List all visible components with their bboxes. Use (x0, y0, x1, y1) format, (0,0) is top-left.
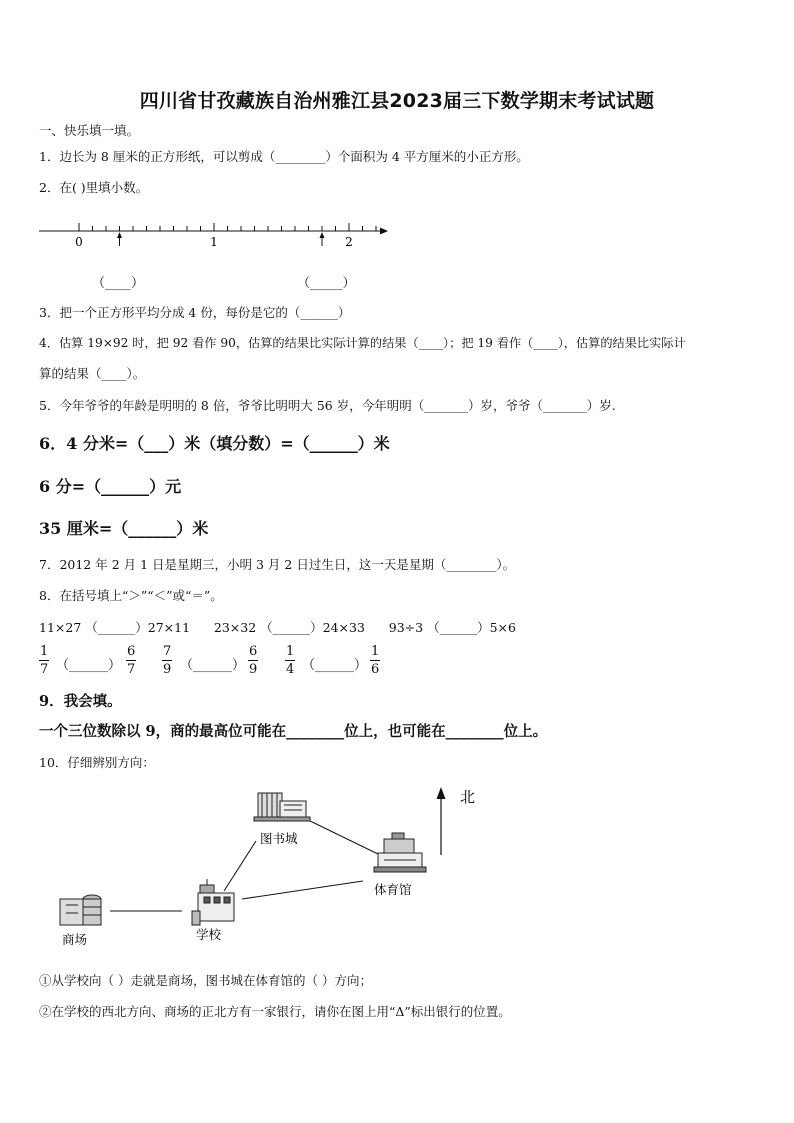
north-arrow-icon (437, 787, 446, 855)
tick-label-1: 1 (210, 235, 218, 249)
fraction (126, 644, 136, 679)
question-7: 7．2012 年 2 月 1 日是星期三，小明 3 月 2 日过生日，这一天是星期（________）。 (39, 557, 516, 572)
north-label: 北 (460, 788, 476, 806)
library-label: 图书城 (260, 831, 298, 846)
tick-label-2: 2 (345, 235, 353, 249)
question-10-sub-1: ①从学校向（ ）走就是商场，图书城在体育馆的（ ）方向； (39, 973, 372, 988)
answer-blank-b[interactable]: （_____） (297, 276, 356, 291)
denominator: 4 (286, 662, 295, 677)
library-building-icon (254, 793, 310, 821)
fraction (285, 644, 295, 679)
answer-blank-a[interactable]: （____） (92, 276, 145, 291)
numerator: 6 (249, 644, 258, 659)
question-5: 5．今年爷爷的年龄是明明的 8 倍，爷爷比明明大 56 岁，今年明明（_______）岁，爷爷（_______）岁. (39, 398, 616, 413)
number-line (39, 223, 388, 249)
question-6-line-1: 6．4 分米=（___）米（填分数）=（______）米 (39, 434, 390, 453)
page-title: 四川省甘孜藏族自治州雅江县2023届三下数学期末考试试题 (139, 90, 655, 112)
denominator: 7 (127, 662, 136, 677)
question-6-line-3: 35 厘米=（______）米 (39, 519, 209, 538)
denominator: 6 (371, 662, 380, 677)
tick-label-0: 0 (75, 235, 83, 249)
question-4-line-2: 算的结果（____）。 (39, 366, 146, 381)
numerator: 1 (286, 644, 295, 659)
question-9: 9．我会填。 (39, 693, 122, 710)
mall-building-icon (60, 895, 101, 925)
compare-blank[interactable]: （______） (56, 658, 122, 673)
question-8: 8．在括号填上“＞”“＜”或“＝”。 (39, 588, 223, 603)
numerator: 7 (163, 644, 172, 659)
question-1: 1．边长为 8 厘米的正方形纸，可以剪成（________）个面积为 4 平方厘米的小正方形。 (39, 149, 529, 164)
denominator: 9 (249, 662, 258, 677)
question-9-text: 一个三位数除以 9，商的最高位可能在________位上，也可能在________位上。 (39, 723, 548, 740)
question-3: 3．把一个正方形平均分成 4 份，每份是它的（______） (39, 305, 351, 320)
denominator: 9 (163, 662, 172, 677)
fraction (39, 644, 49, 679)
fraction (248, 644, 258, 679)
mall-label: 商场 (62, 932, 88, 947)
question-4-line-1: 4．估算 19×92 时，把 92 看作 90，估算的结果比实际计算的结果（____）；把 19 看作（____），估算的结果比实际计 (39, 336, 686, 350)
arrow-marker-b (320, 232, 325, 246)
question-2: 2．在( )里填小数。 (39, 180, 149, 195)
gym-label: 体育馆 (374, 882, 412, 897)
numerator: 6 (127, 644, 136, 659)
direction-map (0, 775, 794, 965)
question-8-row-1: 11×27 （______）27×11 23×32 （______）24×33 93÷3 （______）5×6 (39, 620, 516, 635)
compare-blank[interactable]: （______） (180, 658, 246, 673)
numerator: 1 (371, 644, 380, 659)
fraction (370, 644, 380, 679)
section-heading: 一、快乐填一填。 (39, 123, 140, 138)
compare-blank[interactable]: （______） (302, 658, 368, 673)
question-6-line-2: 6 分=（______）元 (39, 477, 182, 496)
numerator: 1 (40, 644, 49, 659)
denominator: 7 (40, 662, 49, 677)
school-label: 学校 (196, 927, 222, 942)
gym-building-icon (374, 833, 426, 872)
arrow-marker-a (117, 232, 122, 246)
question-10-sub-2: ②在学校的西北方向、商场的正北方有一家银行，请你在图上用“Δ”标出银行的位置。 (39, 1004, 511, 1019)
fraction (162, 644, 172, 679)
question-10: 10．仔细辨别方向： (39, 755, 155, 770)
